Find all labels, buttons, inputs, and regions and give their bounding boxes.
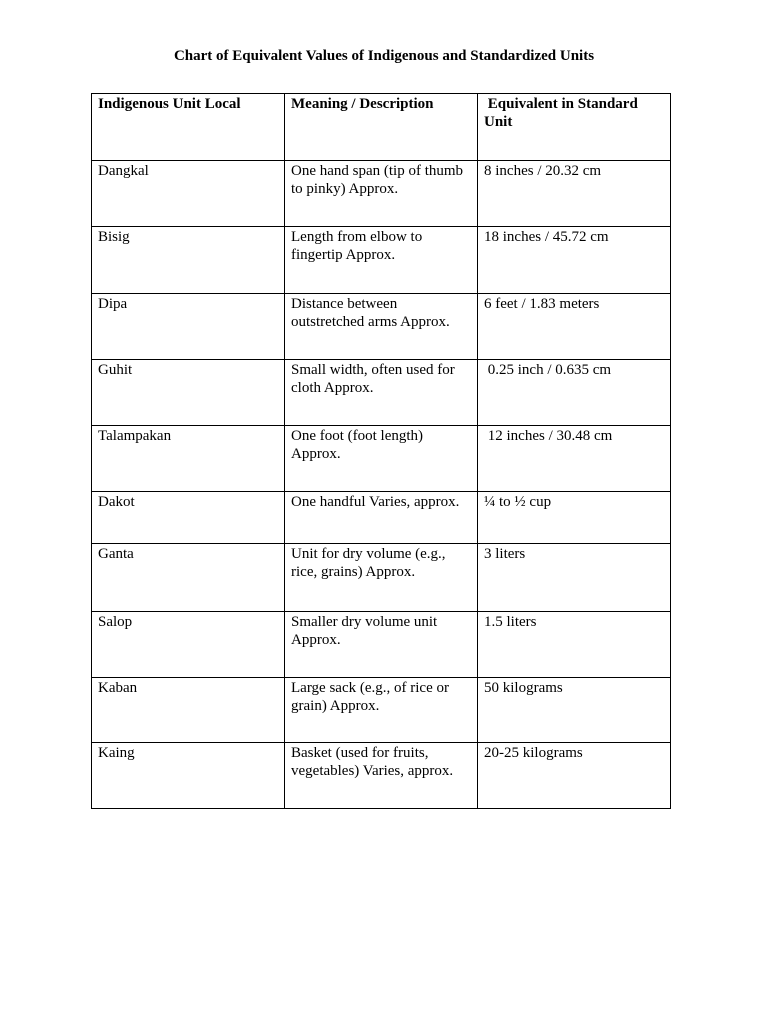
- table-row: [92, 360, 671, 426]
- cell-unit: Guhit: [92, 360, 285, 426]
- units-table: [91, 93, 671, 809]
- cell-equivalent: 8 inches / 20.32 cm: [478, 161, 671, 227]
- cell-meaning: Distance between outstretched arms Approx.: [285, 294, 478, 360]
- header-meaning: Meaning / Description: [285, 94, 478, 161]
- cell-meaning: Unit for dry volume (e.g., rice, grains) Approx.: [285, 544, 478, 612]
- cell-meaning: One foot (foot length) Approx.: [285, 426, 478, 492]
- table-row: [92, 743, 671, 809]
- cell-meaning: Smaller dry volume unit Approx.: [285, 612, 478, 678]
- cell-equivalent: 50 kilograms: [478, 678, 671, 743]
- cell-unit: Dakot: [92, 492, 285, 544]
- header-indigenous-unit: Indigenous Unit Local: [92, 94, 285, 161]
- cell-meaning: Large sack (e.g., of rice or grain) Approx.: [285, 678, 478, 743]
- cell-unit: Dangkal: [92, 161, 285, 227]
- table-row: [92, 227, 671, 294]
- cell-meaning: Basket (used for fruits, vegetables) Varies, approx.: [285, 743, 478, 809]
- table-row: [92, 544, 671, 612]
- cell-unit: Dipa: [92, 294, 285, 360]
- table-header-row: [92, 94, 671, 161]
- cell-meaning: One hand span (tip of thumb to pinky) Approx.: [285, 161, 478, 227]
- cell-equivalent: 18 inches / 45.72 cm: [478, 227, 671, 294]
- document-title: Chart of Equivalent Values of Indigenous and Standardized Units: [173, 48, 595, 64]
- cell-meaning: Small width, often used for cloth Approx.: [285, 360, 478, 426]
- cell-equivalent: 3 liters: [478, 544, 671, 612]
- cell-unit: Ganta: [92, 544, 285, 612]
- table-row: [92, 294, 671, 360]
- cell-equivalent: 6 feet / 1.83 meters: [478, 294, 671, 360]
- cell-unit: Kaban: [92, 678, 285, 743]
- table-row: [92, 161, 671, 227]
- header-equivalent: Equivalent in Standard Unit: [478, 94, 671, 161]
- cell-meaning: Length from elbow to fingertip Approx.: [285, 227, 478, 294]
- cell-unit: Salop: [92, 612, 285, 678]
- table-row: [92, 492, 671, 544]
- cell-equivalent: 12 inches / 30.48 cm: [478, 426, 671, 492]
- cell-meaning: One handful Varies, approx.: [285, 492, 478, 544]
- table-row: [92, 426, 671, 492]
- cell-equivalent: 20-25 kilograms: [478, 743, 671, 809]
- cell-equivalent: 0.25 inch / 0.635 cm: [478, 360, 671, 426]
- table-row: [92, 612, 671, 678]
- cell-equivalent: 1.5 liters: [478, 612, 671, 678]
- cell-equivalent: ¼ to ½ cup: [478, 492, 671, 544]
- cell-unit: Talampakan: [92, 426, 285, 492]
- table-row: [92, 678, 671, 743]
- cell-unit: Kaing: [92, 743, 285, 809]
- cell-unit: Bisig: [92, 227, 285, 294]
